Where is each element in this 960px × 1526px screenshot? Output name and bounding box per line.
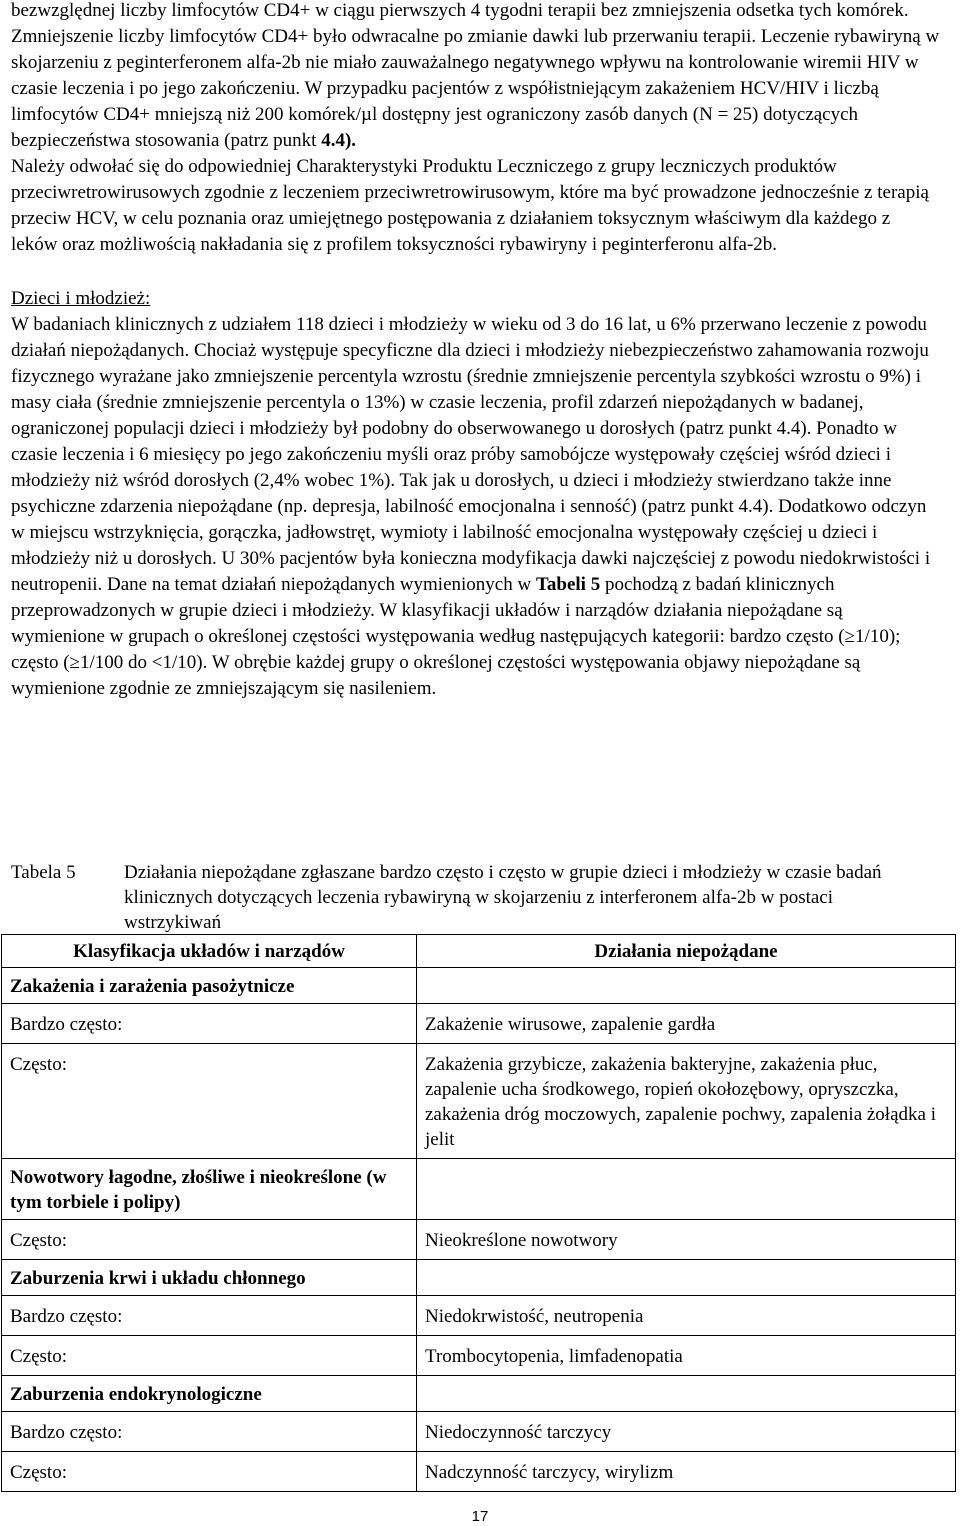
header-adverse-effects: Działania niepożądane [417,935,956,968]
table-row [2,1044,956,1159]
paragraph-text: W badaniach klinicznych z udziałem 118 dzieci i młodzieży w wieku od 3 do 16 lat, u 6% przerwano leczenie z powodu działań niepożądanych. Chociaż występuje specyficzne dla dzieci i młodzieży niebezpieczeństwo zahamowania rozwoju fizycznego wyrażane jako zmniejszenie percentyla wzrostu (średnie zmniejszenie percentyla szybkości wzrostu o 9%) i masy ciała (średnie zmniejszenie percentyla o 13%) w czasie leczenia, profil zdarzeń niepożądanych w badanej, ograniczonej populacji dzieci i młodzieży był podobny do obserwowanego u dorosłych (patrz punkt 4.4). Ponadto w czasie leczenia i 6 miesięcy po jego zakończeniu myśli oraz próby samobójcze występowały częściej wśród dzieci i młodzieży niż wśród dorosłych (2,4% wobec 1%). Tak jak u dorosłych, u dzieci i młodzieży stwierdzano także inne psychiczne zdarzenia niepożądane (np. depresja, labilność emocjonalna i senność) (patrz punkt 4.4). Dodatkowo odczyn w miejscu wstrzyknięcia, gorączka, jadłowstręt, wymioty i labilność emocjonalna występowały częściej u dzieci i młodzieży niż u dorosłych. U 30% pacjentów była konieczna modyfikacja dawki najczęściej z powodu niedokrwistości i neutropenii. Dane na temat działań niepożądanych wymienionych w [11,314,931,595]
adverse-effects-cell: Niedokrwistość, neutropenia [417,1296,956,1336]
frequency-cell: Bardzo często: [2,1412,417,1452]
paragraph-hiv-coinfection [11,0,941,154]
header-system-organ-class: Klasyfikacja układów i narządów [2,935,417,968]
adverse-effects-cell: Trombocytopenia, limfadenopatia [417,1336,956,1376]
empty-cell [417,1260,956,1296]
adverse-effects-cell: Zakażenie wirusowe, zapalenie gardła [417,1004,956,1044]
adverse-effects-cell: Niedoczynność tarczycy [417,1412,956,1452]
frequency-cell: Często: [2,1044,417,1159]
adverse-effects-cell: Nadczynność tarczycy, wirylizm [417,1452,956,1492]
adverse-effects-cell: Nieokreślone nowotwory [417,1220,956,1260]
paragraph-children [11,312,941,702]
table-group-row [2,1376,956,1412]
empty-cell [417,1159,956,1220]
page-number: 17 [471,1508,489,1525]
empty-cell [417,1376,956,1412]
paragraph-antiretroviral: Należy odwołać się do odpowiedniej Charakterystyki Produktu Leczniczego z grupy leczniczych produktów przeciwretrowirusowych zgodnie z leczeniem przeciwretrowirusowym, które ma być prowadzone jednocześnie z terapią przeciw HCV, w celu poznania oraz umiejętnego postępowania z działaniem toksycznym właściwym dla każdego z leków oraz możliwością nakładania się z profilem toksyczności rybawiryny i peginterferonu alfa-2b. [11,156,929,255]
frequency-cell: Często: [2,1452,417,1492]
paragraph-text: bezwzględnej liczby limfocytów CD4+ w ciągu pierwszych 4 tygodni terapii bez zmniejszenia odsetka tych komórek. Zmniejszenie liczby limfocytów CD4+ było odwracalne po zmianie dawki lub przerwaniu terapii. Leczenie rybawiryną w skojarzeniu z peginterferonem alfa-2b nie miało zauważalnego negatywnego wpływu na kontrolowanie wiremii HIV w czasie leczenia i po jego zakończeniu. W przypadku pacjentów z współistniejącym zakażeniem HCV/HIV i liczbą limfocytów CD4+ mniejszą niż 200 komórek/µl dostępny jest ograniczony zasób danych (N = 25) dotyczących bezpieczeństwa stosowania (patrz punkt [11,0,940,151]
system-organ-class: Zakażenia i zarażenia pasożytnicze [2,968,417,1004]
adverse-effects-cell: Zakażenia grzybicze, zakażenia bakteryjne, zakażenia płuc, zapalenie ucha środkowego, ropień okołozębowy, opryszczka, zakażenia dróg moczowych, zapalenie pochwy, zapalenia żołądka i jelit [417,1044,956,1159]
table-title: Działania niepożądane zgłaszane bardzo często i często w grupie dzieci i młodzieży w czasie badań klinicznych dotyczących leczenia rybawiryną w skojarzeniu z interferonem alfa-2b w postaci wstrzykiwań [124,862,882,933]
section-reference: 4.4). [321,130,357,151]
table-body [2,968,956,1492]
table-group-row [2,968,956,1004]
paragraph-text: pochodzą z badań klinicznych przeprowadzonych w grupie dzieci i młodzieży. W klasyfikacji układów i narządów działania niepożądane są wymienione w grupach o określonej częstości występowania według następujących kategorii: bardzo często (≥1/10); często (≥1/100 do <1/10). W obrębie każdej grupy o określonej częstości występowania objawy niepożądane są wymienione zgodnie ze zmniejszającym się nasileniem. [11,574,901,699]
table-group-row [2,1159,956,1220]
frequency-cell: Często: [2,1220,417,1260]
table-row [2,1296,956,1336]
document-body [11,0,941,702]
system-organ-class: Zaburzenia krwi i układu chłonnego [2,1260,417,1296]
table-row [2,1412,956,1452]
frequency-cell: Bardzo często: [2,1296,417,1336]
adverse-effects-table [1,934,956,1492]
frequency-cell: Często: [2,1336,417,1376]
table-number: Tabela 5 [11,862,76,883]
table-row [2,1220,956,1260]
section-title-children: Dzieci i młodzież: [11,288,151,309]
table-row [2,1004,956,1044]
table-header-row [2,935,956,968]
frequency-cell: Bardzo często: [2,1004,417,1044]
empty-cell [417,968,956,1004]
system-organ-class: Nowotwory łagodne, złośliwe i nieokreślone (w tym torbiele i polipy) [2,1159,417,1220]
table-row [2,1336,956,1376]
table-group-row [2,1260,956,1296]
table-reference: Tabeli 5 [535,574,601,595]
table-row [2,1452,956,1492]
system-organ-class: Zaburzenia endokrynologiczne [2,1376,417,1412]
